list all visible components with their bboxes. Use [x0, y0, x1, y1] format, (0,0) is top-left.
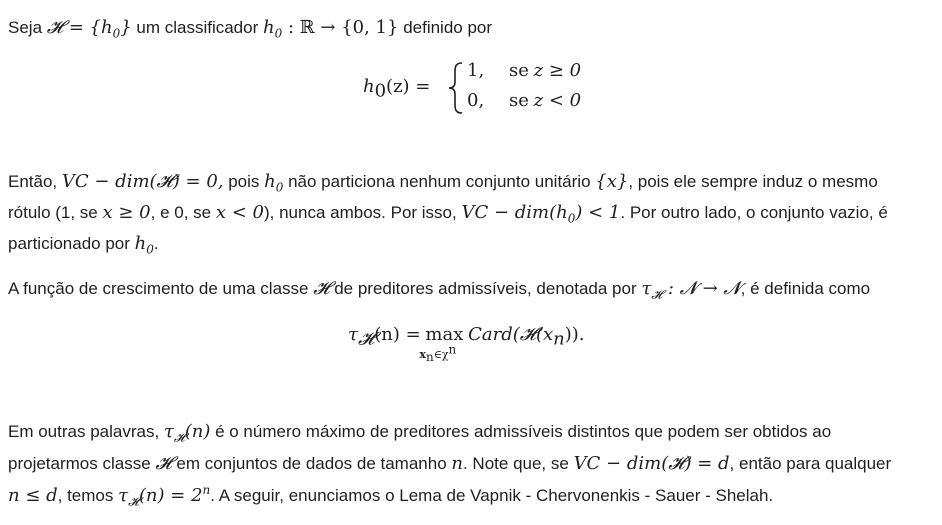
paragraph-vc-line-2: rótulo (1, se x ≥ 0, e 0, se x < 0), nunca ambos. Por isso, VC − $dim(h_0) < 1$. Por outro lado, o conjunto vazio, é [8, 202, 888, 226]
text: Seja [8, 18, 47, 37]
math-vc-dim: VC − dim(𝓗) = 0, [61, 171, 224, 192]
max-operator: max $x_n\in\chi^n$ [419, 324, 464, 365]
text: um classificador [131, 18, 263, 37]
equation-lhs: $h_0(z)$ = [363, 76, 431, 102]
math-tau-equals-2n: $\tau_𝓗(n) = 2^n$ [118, 483, 211, 509]
paragraph-summary-line-2: projetarmos classe 𝓗 em conjuntos de dados de tamanho n. Note que, se VC − dim(𝓗) = d, então para qualquer [8, 453, 892, 474]
math-h0: $h_0$ [262, 17, 283, 41]
paragraph-summary-line-1: Em outras palavras, $\tau_𝓗(n)$ é o número máximo de preditores admissíveis distintos que podem ser obtidos ao [8, 421, 832, 445]
paragraph-growth-function: A função de crescimento de uma classe 𝓗 de preditores admissíveis, denotada por $\tau_𝓗$ : 𝓝 → 𝓝, é definida como [8, 278, 871, 302]
growth-function-equation: $\tau_𝓗(n) = \max$ $x_n\in\chi^n$ $Card(𝓗(x_n))$. [348, 324, 585, 365]
text: definido por [398, 18, 493, 37]
max-subscript: $x_n\in\chi^n$ [419, 342, 457, 365]
piecewise-equation [363, 56, 603, 120]
left-brace-icon [448, 62, 464, 114]
math-h0: $h_0$ [264, 171, 284, 195]
math-tau-n: $\tau_𝓗(n)$ [163, 421, 211, 445]
math-vc-dim-h0: VC − $dim(h_0) < 1$ [461, 202, 621, 226]
math-singleton: {x} [595, 171, 629, 192]
paragraph-vc-line-3: particionado por $h_0$. [8, 233, 159, 257]
math-mapping: : ℝ → {0, 1} [282, 17, 399, 38]
case-row-2: 0, se z < 0 [467, 90, 582, 111]
math-H-set: 𝓗 = $\{h_0\}$ [46, 17, 132, 41]
paragraph-definition [8, 16, 492, 40]
paragraph-summary-line-3: n ≤ d, temos $\tau_𝓗(n) = 2^n$. A seguir, enunciamos o Lema de Vapnik - Chervonenkis - Sauer - Shelah. [8, 483, 774, 509]
paragraph-vc-line-1: Então, VC − dim(𝓗) = 0, pois $h_0$ não particiona nenhum conjunto unitário {x}, pois ele sempre induz o mesmo [8, 171, 878, 195]
math-tau: $\tau_𝓗$ [641, 278, 663, 302]
math-mapping: : 𝓝 → 𝓝 [662, 278, 741, 299]
math-vc-dim-d: VC − dim(𝓗) = d [573, 453, 730, 474]
case-row-1: 1, se z ≥ 0 [467, 60, 582, 81]
math-h0: $h_0$ [134, 233, 154, 257]
